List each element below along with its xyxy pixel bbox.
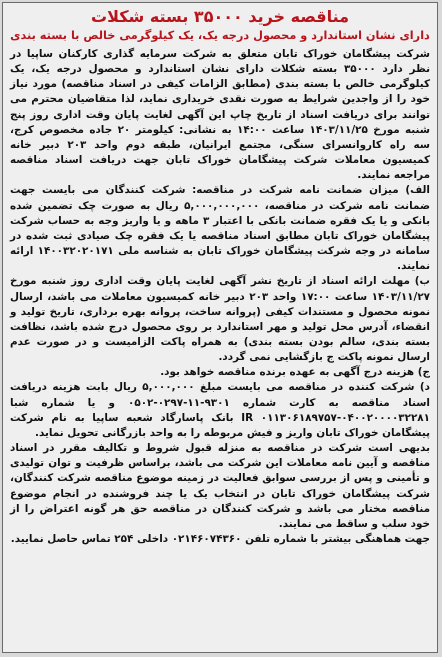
- notice-subtitle: دارای نشان استاندارد و محصول درجه یک، یک کیلوگرمی خالص با بسته بندی: [10, 29, 430, 42]
- terms-paragraph: بدیهی است شرکت در مناقصه به منزله قبول شروط و تکالیف مقرر در اسناد مناقصه و آیین نامه معاملات این شرکت می باشد، براساس ظرفیت و توان تولیدی و تأمینی و پس از بررسی سوابق فعالیت در زمینه موضوع مناقصه شرکت کنندگان، شرکت پیشگامان خوراک تابان در انتخاب یک یا چند فروشنده در انجام موضوع مناقصه مختار می باشد و شرکت کنندگان در مناقصه حق هر گونه اعتراض را از خود سلب و ساقط می نمایند.: [10, 442, 430, 530]
- clause-dal-document-fee: د) شرکت کننده در مناقصه می بایست مبلغ ۵,۰۰۰,۰۰۰ ریال بابت هزینه دریافت اسناد مناقصه به کارت شماره ۹۳۰۱-۱۱-۰۲۹۷-۰۵۰۲ و یا شماره شبا ۰۴۰۰۲۰۰۰۰۳۲۲۸۱-۰۱۱۳۰۶۱۸۹۷۵۷ IR بانک پاسارگاد شعبه ساپیا به نام شرکت پیشگامان خوراک تابان واریز و فیش مربوطه را به واحد بازرگانی تحویل نماید.: [10, 381, 430, 439]
- clause-jim-ad-cost: ج) هزینه درج آگهی به عهده برنده مناقصه خواهد بود.: [160, 366, 430, 379]
- notice-body: [3, 47, 437, 547]
- intro-paragraph: شرکت پیشگامان خوراک تابان متعلق به شرکت سرمایه گذاری کارکنان ساپیا در نظر دارد ۳۵۰۰۰ بسته شکلات دارای نشان استاندارد و محصول درجه یک، یک کیلوگرمی خالص با بسته بندی (مطابق الزامات کیفی در اسناد مناقصه) مورد نیاز خود را از واجدین شرایط به صورت نقدی خریداری نماید، لذا متقاضیان محترم می توانند برای دریافت اسناد از تاریخ چاپ این آگهی لغایت پایان وقت اداری روز پنج شنبه مورخ ۱۴۰۳/۱۱/۲۵ ساعت ۱۴:۰۰ به نشانی: کیلومتر ۲۰ جاده مخصوص کرج، سه راه کاروانسرای سنگی، مجتمع ایرانیان، طبقه دوم واحد ۲۰۳ دبیر خانه کمیسیون معاملات شرکت پیشگامان خوراک تابان جهت دریافت اسناد مناقصه مراجعه نمایند.: [10, 48, 431, 182]
- clause-be-deadline: ب) مهلت ارائه اسناد از تاریخ نشر آگهی لغایت پایان وقت اداری روز شنبه مورخ ۱۴۰۳/۱۱/۲۷ ساعت ۱۷:۰۰ واحد ۲۰۳ دبیر خانه کمیسیون معاملات می باشد، ارسال نمونه محصول و مستندات کیفی (پروانه ساخت، پروانه بهره برداری، تاریخ تولید و انقضاء، آدرس محل تولید و مهر استاندارد بر روی محصول درج شده باشد، نظافت بسته بندی، سالم بودن بسته بندی) به همراه پاکت الزامیست و در صورت عدم ارسال نمونه پاکت ج بازگشایی نمی گردد.: [10, 275, 430, 364]
- notice-title: مناقصه خرید ۳۵۰۰۰ بسته شکلات: [90, 7, 350, 26]
- clause-alef-guarantee: الف) میزان ضمانت نامه شرکت در مناقصه: شرکت کنندگان می بایست جهت ضمانت نامه شرکت در مناقصه، ۵,۰۰۰,۰۰۰,۰۰۰ ریال به صورت چک تضمین شده بانکی و یا یک فقره ضمانت بانکی با اعتبار ۳ ماهه و یا واریز وجه به حساب شرکت پیشگامان خوراک تابان مطابق اسناد مناقصه یا یک فقره چک صیادی ثبت شده در سامانه در وجه شرکت پیشگامان خوراک تابان به شناسه ملی ۱۴۰۰۳۲۰۲۰۱۷۱ ارائه نمایند.: [10, 184, 430, 273]
- contact-paragraph: جهت هماهنگی بیشتر با شماره تلفن ۰۲۱۴۶۰۷۴۳۶۰ داخلی ۲۵۴ تماس حاصل نمایید.: [10, 533, 430, 545]
- tender-notice: [2, 2, 438, 653]
